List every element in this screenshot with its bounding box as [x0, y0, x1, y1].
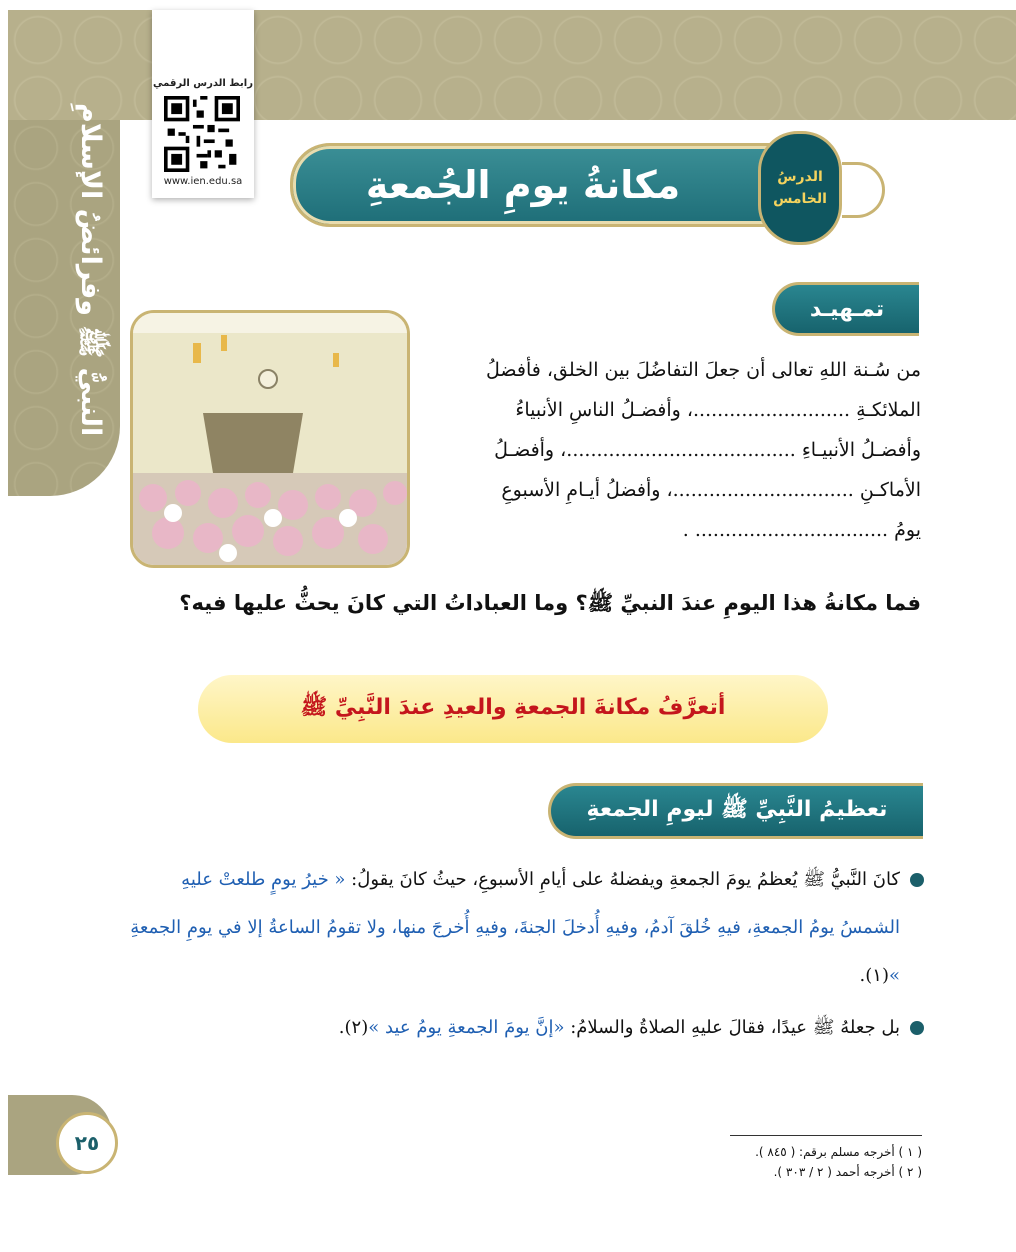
- page-number: ٢٥: [56, 1112, 118, 1174]
- lesson-badge-line2: الخامس: [773, 191, 827, 207]
- footnote-ref: (١).: [859, 965, 889, 986]
- bullet-item: [128, 856, 924, 1000]
- mosque-photo: [130, 310, 410, 568]
- lesson-title: مكانةُ يومِ الجُمعةِ: [365, 163, 681, 207]
- footnote: ( ٢ ) أخرجه أحمد ( ٢ / ٣٠٣ ).: [773, 1165, 922, 1179]
- learning-objective: أتعرَّفُ مكانةَ الجمعةِ والعيدِ عندَ النَّبِيِّ ﷺ: [198, 675, 828, 743]
- tamheed-line: وأفضـلُ الأنبيـاءِ ......................................، وأفضـلُ: [494, 439, 921, 461]
- hadith-quote: «إنَّ يومَ الجمعةِ يومُ عيد »: [368, 1017, 565, 1038]
- tamheed-text: [425, 350, 921, 550]
- tamheed-line: يومُ ................................ .: [682, 519, 921, 541]
- unit-title: النبيُّ ﷺ وفرائضُ الإسلامِ: [75, 103, 106, 437]
- qr-url[interactable]: www.ien.edu.sa: [163, 176, 243, 187]
- bullet-text: بل جعلهُ ﷺ عيدًا، فقالَ عليهِ الصلاةُ والسلامُ:: [564, 1017, 900, 1038]
- tamheed-line: الأماكـنِ ..............................، وأفضلُ أيـامِ الأسبوعِ: [501, 479, 921, 501]
- bullet-text: كانَ النَّبيُّ ﷺ يُعظمُ يومَ الجمعةِ ويفضلهُ على أيامِ الأسبوعِ، حيثُ كانَ يقولُ:: [345, 869, 900, 890]
- bullet-item: [128, 1004, 924, 1052]
- qr-label: رابط الدرس الرقمي: [153, 78, 253, 89]
- tamheed-line: الملائكـةِ ..........................، وأفضـلُ الناسِ الأنبياءُ: [515, 399, 921, 421]
- section-header: تعظيمُ النَّبِيِّ ﷺ ليومِ الجمعةِ: [548, 783, 923, 839]
- bullet-dot-icon: [910, 873, 924, 887]
- lesson-title-banner: [290, 143, 836, 227]
- footnote: ( ١ ) أخرجه مسلم برقم: ( ٨٤٥ ).: [755, 1145, 922, 1159]
- qr-code-icon[interactable]: [164, 96, 240, 172]
- hadith-quote: « خيرُ يومٍ طلعتْ عليهِ الشمسُ يومُ الجمعةِ، فيهِ خُلقَ آدمُ، وفيهِ أُدخلَ الجنةَ، وفيهِ أُخرجَ منها، ولا تقومُ الساعةُ إلا في يومِ الجمعةِ »: [130, 869, 900, 986]
- tamheed-line: من سُـنة اللهِ تعالى أن جعلَ التفاضُلَ بين الخلق، فأفضلُ: [486, 359, 921, 381]
- footnote-ref: (٢).: [338, 1017, 369, 1038]
- lesson-badge-line1: الدرسُ: [777, 169, 823, 185]
- section-body: [128, 856, 924, 1056]
- bullet-dot-icon: [910, 1021, 924, 1035]
- lesson-number-badge: [758, 131, 842, 245]
- footnotes: [730, 1135, 922, 1182]
- lesson-question: فما مكانةُ هذا اليومِ عندَ النبيِّ ﷺ؟ وما العباداتُ التي كانَ يحثُّ عليها فيه؟: [179, 591, 921, 615]
- tamheed-header: تمـهيـد: [772, 282, 919, 336]
- qr-card[interactable]: [152, 10, 254, 198]
